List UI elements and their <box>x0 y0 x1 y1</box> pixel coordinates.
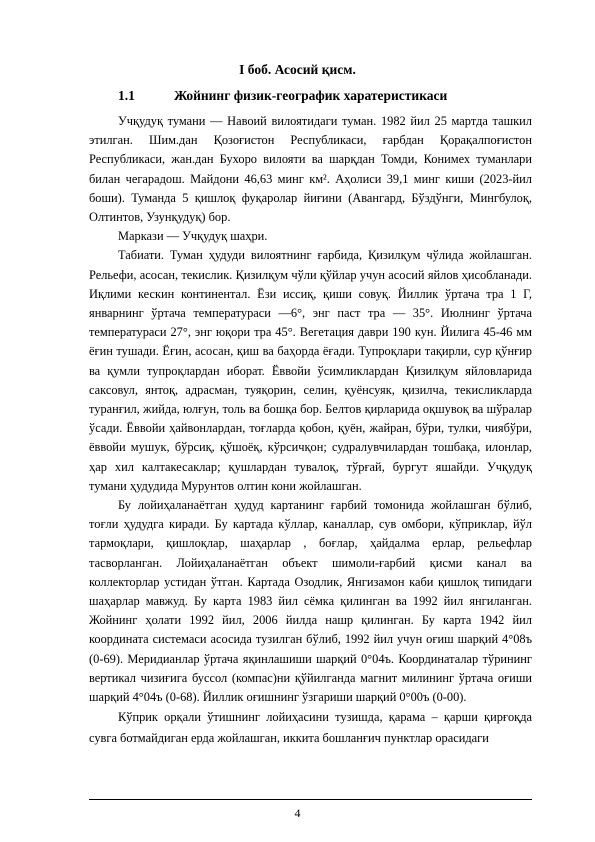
page-number: 4 <box>294 806 301 820</box>
paragraph-map-description: Бу лойиҳаланаётган ҳудуд картанинг ғарбий томонида жойлашган бўлиб, тоғли ҳудудга киради. Бу картада кўллар, каналлар, сув омбори, кўприклар, йўл тармоқлари, қишлоқлар, шаҳарлар , боғлар, ҳайдалма ерлар, рельефлар тасворланган. Лойиҳаланаётган объект шимоли-ғарбий қисми канал ва коллекторлар устидан ўтган. Картада Озодлик, Янгизамон каби қишлоқ типидаги шаҳарлар мавжуд. Бу карта 1983 йил сёмка қилинган ва 1992 йил янгиланган. Жойнинг ҳолати 1992 йил, 2006 йилда нашр қилинган. Бу карта 1942 йил координата системаси асосида тузилган бўлиб, 1992 йил учун оғиш шарқий 4°08ъ (0-69). Меридианлар ўртача яқинлашиши шарқий 0°04ъ. Координаталар тўрининг вертикал чизиғига буссол (компас)ни қўйилганда магнит милининг ўртача оғиши шарқий 4°04ъ (0-68). Йиллик оғишнинг ўзгариши шарқий 0°00ъ (0-00). <box>89 498 532 705</box>
paragraph-center: Маркази — Учқудуқ шаҳри. <box>118 229 268 244</box>
paragraph-district-overview: Учқудуқ тумани — Навоий вилоятидаги туман. 1982 йил 25 мартда ташкил этилган. Шим.дан Қозоғистон Республикаси, ғарбдан Қорақалпоғистон Республикаси, жан.дан Бухоро вилояти ва шарқдан Томди, Конимех туманлари билан чегарадош. Майдони 46,63 минг км². Аҳолиси 39,1 минг киши (2023-йил боши). Туманда 5 қишлоқ фуқаролар йиғини (Авангард, Бўздўнги, Мингбулоқ, Олтинтов, Узунқудуқ) бор. <box>89 114 532 225</box>
paragraph-nature: Табиати. Туман ҳудуди вилоятнинг ғарбида, Қизилқум чўлида жойлашган. Рельефи, асосан, текислик. Қизилқум чўли қўйлар учун асосий яйлов ҳисобланади. Иқлими кескин континентал. Ёзи иссиқ, қиши совуқ. Йиллик ўртача тра 1 Г, январнинг ўртача температураси —6°, энг паст тра — 35°. Июлнинг ўртача температураси 27°, энг юқори тра 45°. Вегетация даври 190 кун. Йилига 45-46 мм ёғин тушади. Ёғин, асосан, қиш ва баҳорда ёғади. Тупроқлари тақирли, сур қўнғир ва қумли тупроқлардан иборат. Ёввойи ўсимликлардан Қизилқум яйловларида саксовул, янтоқ, адрасман, туяқорин, селин, қуёнсуяк, қизилча, текисликларда туранғил, жийда, юлғун, толь ва бошқа бор. Белтов қирларида оқшувоқ ва шўралар ўсади. Ёввойи ҳайвонлардан, тоғларда қобон, қуён, жайран, бўри, тулки, чиябўри, ёввойи мушук, бўрсиқ, қўшоёқ, кўрсичқон; судралувчилардан тошбақа, илонлар, ҳар хил калтакесаклар; қушлардан тувалоқ, тўрғай, бургут яшайди. Учқудуқ тумани ҳудудида Мурунтов олтин кони жойлашган. <box>89 248 532 493</box>
section-heading <box>118 88 447 104</box>
paragraph-bridge-crossing: Кўприк орқали ўтишнинг лойиҳасини тузишда, қарама – қарши қирғоқда сувга ботмайдиган ерда жойлашган, иккита бошланғич пунктлар орасидаги <box>89 710 532 746</box>
body-text <box>89 112 532 749</box>
section-title: Жойнинг физик-географик харатеристикаси <box>174 88 448 103</box>
section-number: 1.1 <box>118 88 135 103</box>
chapter-title: I боб. Асосий қисм. <box>239 62 356 77</box>
footer-divider <box>89 799 532 800</box>
